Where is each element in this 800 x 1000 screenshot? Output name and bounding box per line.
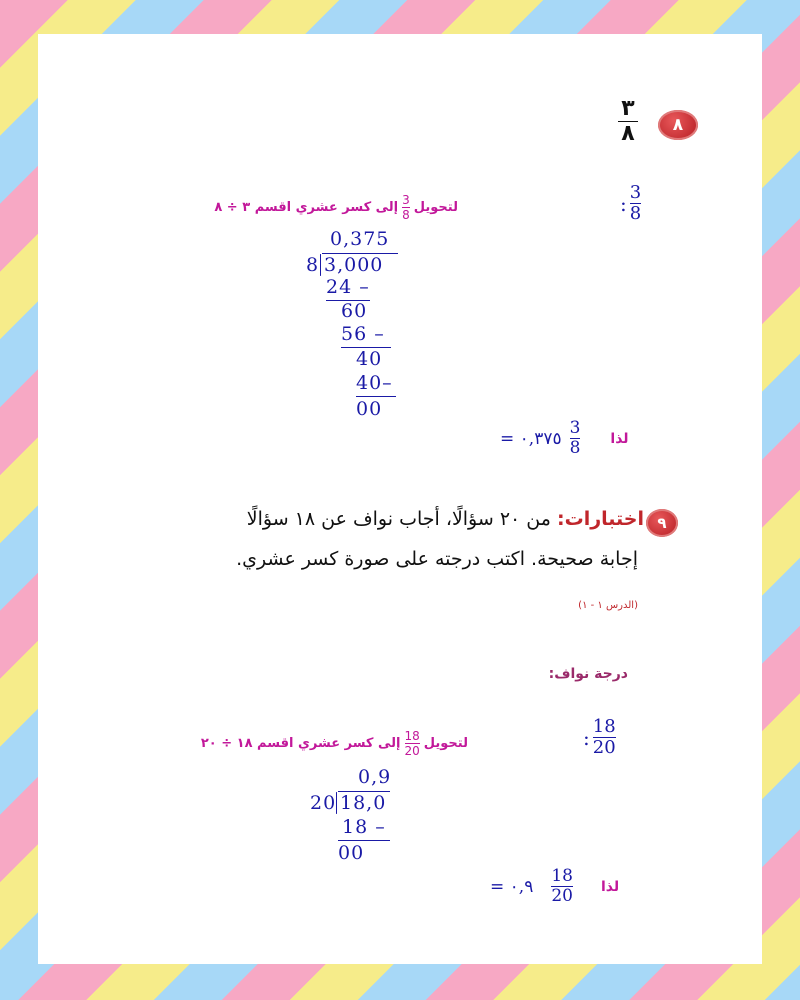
problem-8-result-den: 8 <box>569 438 581 458</box>
problem-8-step-2: 60 <box>341 300 368 322</box>
problem-9-hint-den: 20 <box>404 744 420 758</box>
problem-9-quotient: 0,9 <box>358 766 392 788</box>
problem-9-lesson-ref: (الدرس ١ - ١) <box>578 600 638 611</box>
problem-8-step-6: 00 <box>356 398 383 420</box>
problem-9-result-label: لذا <box>600 878 620 895</box>
problem-9-number: ٩ <box>657 514 667 532</box>
problem-8-fraction-denominator: ٨ <box>621 121 635 146</box>
problem-8-quotient: 0,375 <box>330 228 390 250</box>
problem-8-given-num: 3 <box>629 182 642 203</box>
problem-8-dividend: 3,000 <box>324 254 384 276</box>
problem-8-hint <box>198 194 458 221</box>
problem-8-number: ٨ <box>672 115 684 135</box>
problem-8-step-3: 56 – <box>341 323 385 345</box>
problem-8-hint-suffix: إلى كسر عشري اقسم ٣ ÷ ٨ <box>214 200 399 215</box>
problem-9-dividend: 18,0 <box>340 792 387 814</box>
problem-9-hint <box>188 730 468 757</box>
problem-9-result <box>490 868 619 905</box>
problem-8-given-den: 8 <box>629 203 642 224</box>
problem-9-hint-num: 18 <box>404 729 420 743</box>
problem-9-given-den: 20 <box>592 737 616 758</box>
problem-8-fraction-numerator: ٣ <box>621 96 635 121</box>
problem-8-hint-num: 3 <box>402 193 410 207</box>
problem-9-answer-label: درجة نواف: <box>548 666 628 682</box>
problem-9-divisor: 20 <box>310 792 337 814</box>
worksheet-page <box>38 34 762 964</box>
problem-9-result-num: 18 <box>551 866 573 886</box>
problem-9-step-1: 18 – <box>342 816 386 838</box>
problem-9-hint-prefix: لتحويل <box>423 736 468 751</box>
problem-8-result <box>500 420 629 457</box>
problem-8-divisor: 8 <box>306 254 320 276</box>
problem-9-hint-suffix: إلى كسر عشري اقسم ١٨ ÷ ٢٠ <box>200 736 401 751</box>
problem-9-text-line-2: إجابة صحيحة. اكتب درجته على صورة كسر عشري. <box>236 548 638 570</box>
problem-9-badge <box>646 509 678 537</box>
problem-9-title: اختبارات: <box>557 508 644 530</box>
problem-8-given: : $\frac{3}{8}$ <box>620 182 642 224</box>
problem-9-statement-line-1 <box>148 508 644 530</box>
problem-8-fraction <box>618 98 638 145</box>
problem-9-text-line-1: من ٢٠ سؤالًا، أجاب نواف عن ١٨ سؤالًا <box>246 508 551 530</box>
problem-8-result-label: لذا <box>610 430 629 447</box>
problem-9-result-den: 20 <box>551 886 573 906</box>
problem-8-result-value: = ٠,٣٧٥ <box>500 428 562 449</box>
problem-8-step-1: 24 – <box>326 276 370 298</box>
problem-9-given: : $\frac{18}{20}$ <box>583 716 616 758</box>
problem-9-result-value: = ٠,٩ <box>490 876 534 897</box>
problem-8-step-5: 40– <box>356 372 393 394</box>
problem-8-step-4: 40 <box>356 348 383 370</box>
problem-9-step-2: 00 <box>338 842 365 864</box>
problem-9-given-num: 18 <box>592 716 616 737</box>
problem-8-result-num: 3 <box>569 418 581 438</box>
problem-8-hint-prefix: لتحويل <box>413 200 458 215</box>
problem-8-hint-den: 8 <box>402 208 410 222</box>
problem-8-badge <box>658 110 698 140</box>
